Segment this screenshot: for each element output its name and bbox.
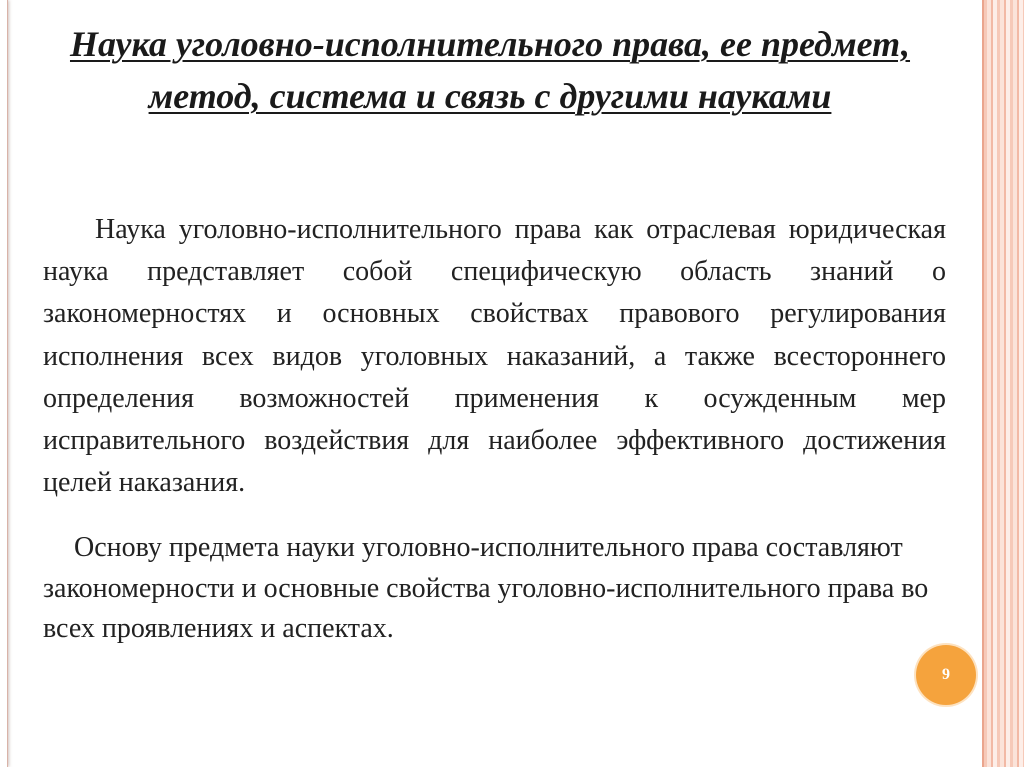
paragraph-subject: Основу предмета науки уголовно-исполнительного права составляют закономерности и основные свойства уголовно-исполнительного права во всех проявлениях и аспектах. [43,532,929,644]
page-number-badge: 9 [916,645,976,705]
left-border-decoration [0,0,8,767]
paragraph-definition: Наука уголовно-исполнительного права как отраслевая юридическая наука представляет собой специфическую область знаний о закономерностях и основных свойствах правового регулирования исполнения всех видов уголовных наказаний, а также всестороннего определения возможностей применения к осужденным мер исправительного воздействия для наиболее эффективного достижения целей наказания. [43,214,946,499]
slide-title: Наука уголовно-исполнительного права, ее предмет, метод, система и связь с другими науками [69,24,911,116]
right-stripes-decoration [984,0,1024,767]
